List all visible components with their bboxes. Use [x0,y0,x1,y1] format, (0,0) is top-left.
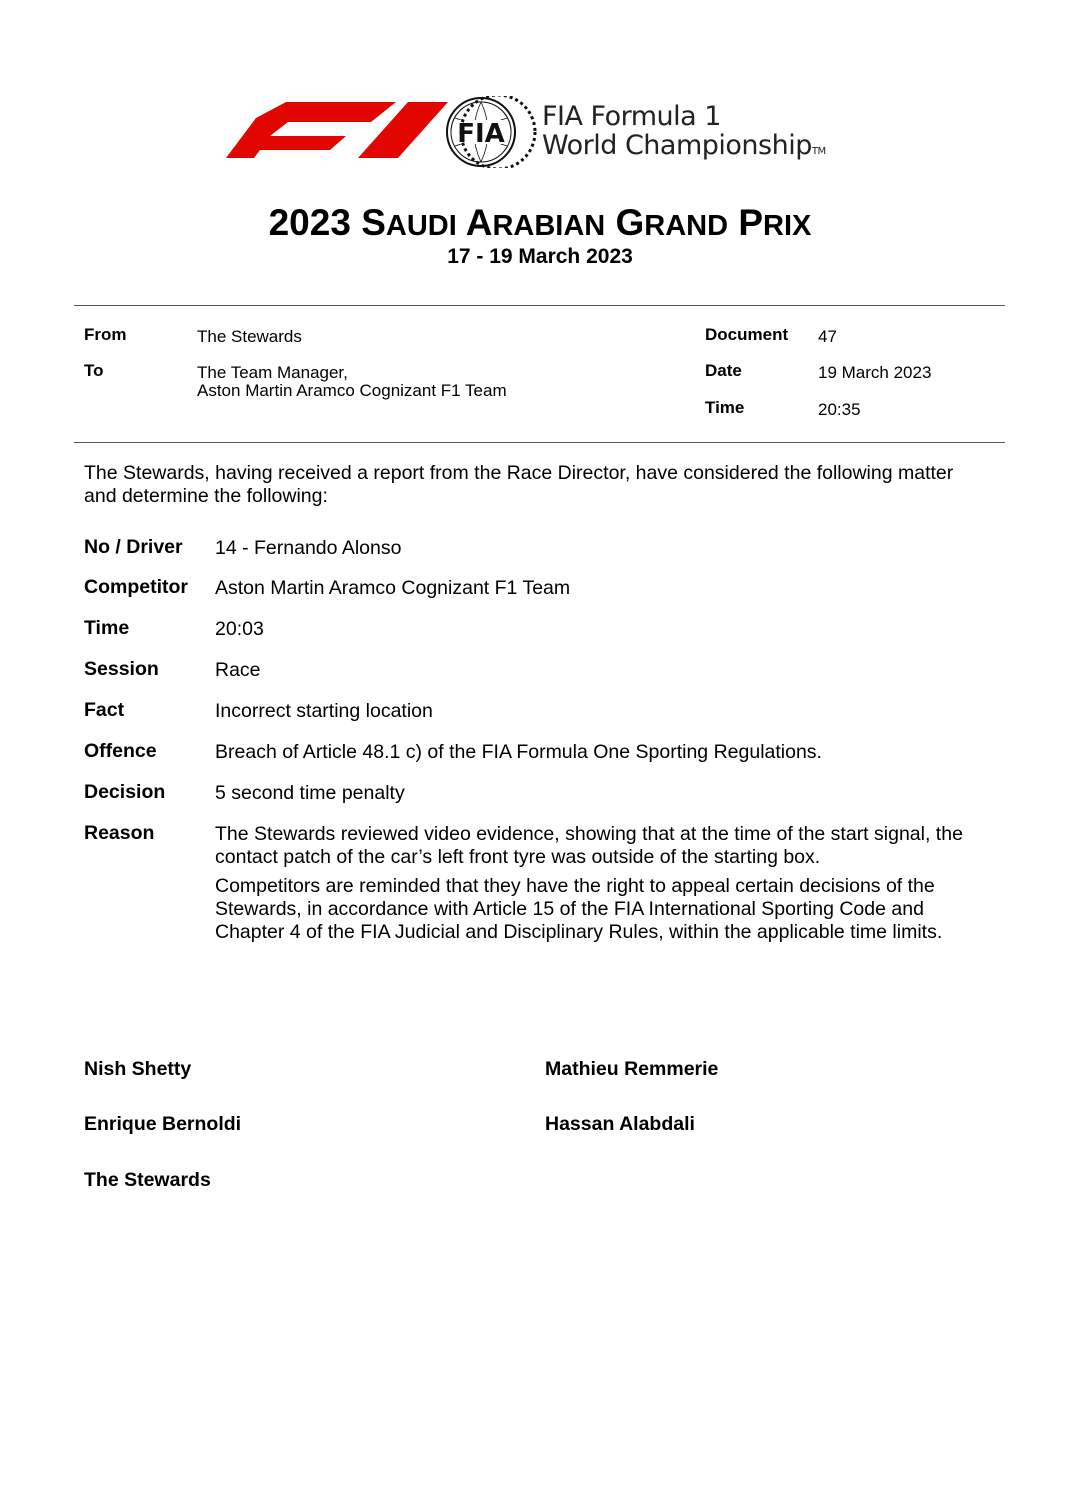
intro-paragraph: The Stewards, having received a report from the Race Director, have considered the following matter and determine the following: [84,462,954,507]
row-label-competitor: Competitor [84,576,188,598]
to-label: To [84,361,104,380]
event-title [0,200,1080,249]
logo-line-1: FIA Formula 1 [542,101,721,132]
title-rest: AUDI [385,210,457,242]
steward-name-3: Enrique Bernoldi [84,1113,242,1135]
row-value-fact: Incorrect starting location [215,700,433,722]
logo-line-2-text: World Championship [542,130,812,161]
f1-logo-icon [226,96,546,168]
row-label-reason: Reason [84,822,155,844]
row-value-reason: The Stewards reviewed video evidence, showing that at the time of the start signal, the contact patch of the car’s left front tyre was outside of the starting box. [215,823,963,868]
time-label: Time [705,398,745,417]
header-divider-top [74,305,1005,306]
to-value-line-2: Aston Martin Aramco Cognizant F1 Team [197,381,507,400]
logo-wordmark [542,102,826,166]
title-word-2 [466,202,606,243]
title-rest: RIX [763,210,812,242]
appeal-note: Competitors are reminded that they have the right to appeal certain decisions of the Stewards, in accordance with Article 15 of the FIA International Sporting Code and Chapter 4 of the FIA Judicial and Disciplinary Rules, within the applicable time limits. [215,875,943,943]
title-cap: G [615,202,645,243]
from-value: The Stewards [197,327,302,346]
svg-text:FIA: FIA [457,119,505,149]
row-label-session: Session [84,658,159,680]
row-label-offence: Offence [84,740,157,762]
trademark-mark: TM [811,146,826,157]
steward-name-2: Mathieu Remmerie [545,1058,719,1080]
event-dates: 17 - 19 March 2023 [447,245,633,268]
title-word-1 [361,202,457,243]
title-cap: P [738,202,764,243]
title-year: 2023 [268,202,351,243]
title-cap: S [361,202,386,243]
row-value-driver: 14 - Fernando Alonso [215,537,402,559]
row-value-decision: 5 second time penalty [215,782,405,804]
title-rest: RABIAN [492,210,606,242]
document-value: 47 [818,327,837,346]
title-rest: RAND [644,210,729,242]
row-label-driver: No / Driver [84,536,183,558]
from-label: From [84,325,127,344]
header-divider-bottom [74,442,1005,443]
steward-name-1: Nish Shetty [84,1058,192,1080]
date-value: 19 March 2023 [818,363,932,382]
row-value-time: 20:03 [215,618,264,640]
steward-name-4: Hassan Alabdali [545,1113,695,1135]
row-label-decision: Decision [84,781,166,803]
title-cap: A [465,202,493,243]
row-label-fact: Fact [84,699,125,721]
row-value-offence: Breach of Article 48.1 c) of the FIA Formula One Sporting Regulations. [215,741,822,763]
title-word-4 [738,202,811,243]
row-label-time: Time [84,617,130,639]
row-value-competitor: Aston Martin Aramco Cognizant F1 Team [215,577,571,599]
document-label: Document [705,325,789,344]
f1-fia-logo [226,96,876,168]
logo-line-2 [542,131,826,166]
title-word-3 [616,202,729,243]
row-value-session: Race [215,659,261,681]
stewards-footer: The Stewards [84,1169,211,1191]
time-value: 20:35 [818,400,861,419]
date-label: Date [705,361,742,380]
to-value-line-1: The Team Manager, [197,363,348,382]
